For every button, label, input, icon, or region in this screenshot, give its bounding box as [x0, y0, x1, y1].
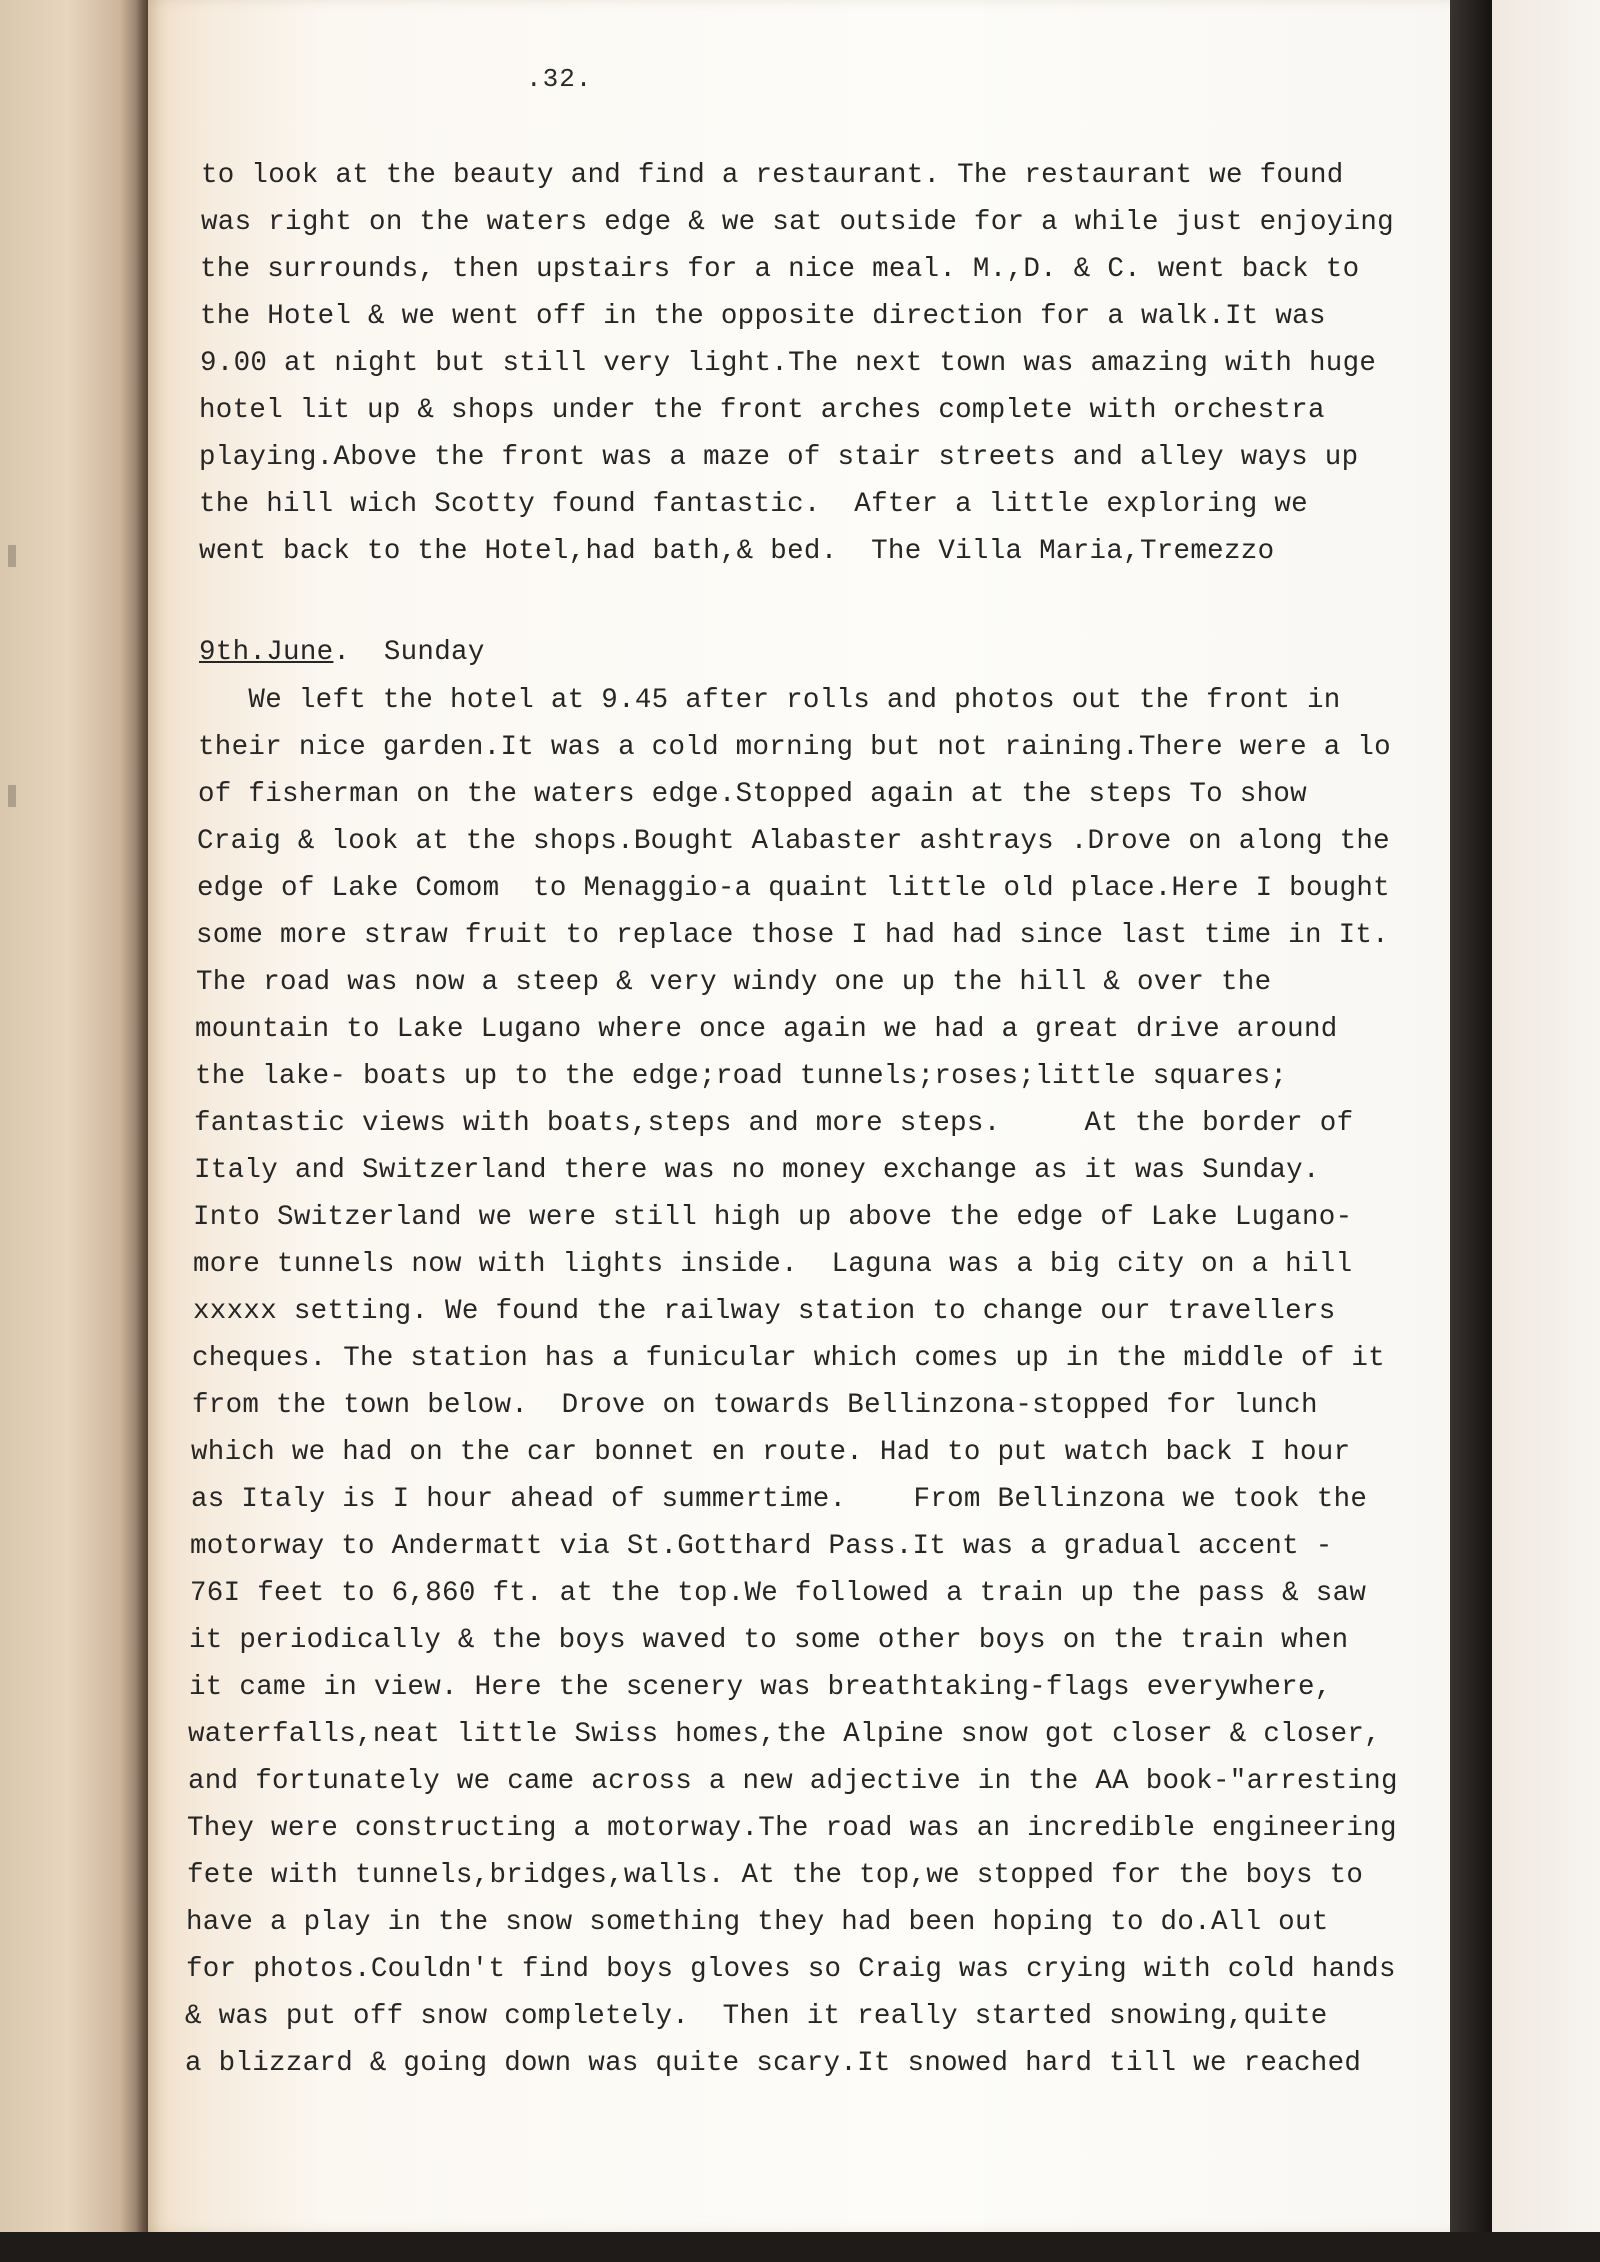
text-line: We left the hotel at 9.45 after rolls and photos out the front in	[198, 685, 1341, 716]
text-line: hotel lit up & shops under the front arches complete with orchestra	[199, 395, 1325, 426]
text-line: edge of Lake Comom to Menaggio-a quaint little old place.Here I bought	[197, 873, 1390, 904]
text-line: for photos.Couldn't find boys gloves so Craig was crying with cold hands	[186, 1954, 1396, 1985]
left-page-edge	[0, 0, 150, 2262]
text-line: it came in view. Here the scenery was breathtaking-flags everywhere,	[189, 1672, 1332, 1703]
text-line: waterfalls,neat little Swiss homes,the Alpine snow got closer & closer,	[188, 1719, 1381, 1750]
entry-day: . Sunday	[333, 637, 485, 668]
text-line: motorway to Andermatt via St.Gotthard Pass.It was a gradual accent -	[190, 1531, 1333, 1562]
text-line: and fortunately we came across a new adjective in the AA book-"arresting	[188, 1766, 1398, 1797]
text-line: cheques. The station has a funicular which comes up in the middle of it	[192, 1343, 1385, 1374]
text-line: went back to the Hotel,had bath,& bed. The Villa Maria,Tremezzo	[199, 536, 1275, 567]
left-page-mark	[8, 785, 16, 807]
text-line: 76I feet to 6,860 ft. at the top.We followed a train up the pass & saw	[190, 1578, 1367, 1609]
entry-heading	[199, 637, 485, 668]
entry-date: 9th.June	[199, 637, 334, 668]
text-line: as Italy is I hour ahead of summertime. From Bellinzona we took the	[191, 1484, 1368, 1515]
text-line: Into Switzerland we were still high up above the edge of Lake Lugano-	[193, 1202, 1353, 1233]
text-line: playing.Above the front was a maze of stair streets and alley ways up	[199, 442, 1359, 473]
scan-background	[1492, 0, 1600, 2262]
text-line: from the town below. Drove on towards Bellinzona-stopped for lunch	[192, 1390, 1318, 1421]
text-line: fantastic views with boats,steps and more steps. At the border of	[194, 1108, 1354, 1139]
book-cover-edge	[1448, 0, 1492, 2262]
text-line: which we had on the car bonnet en route. Had to put watch back I hour	[191, 1437, 1351, 1468]
text-line: it periodically & the boys waved to some other boys on the train when	[189, 1625, 1349, 1656]
text-line: their nice garden.It was a cold morning but not raining.There were a lo	[198, 732, 1391, 763]
text-line: xxxxx setting. We found the railway station to change our travellers	[193, 1296, 1336, 1327]
text-line: They were constructing a motorway.The road was an incredible engineering	[187, 1813, 1397, 1844]
text-line: some more straw fruit to replace those I had had since last time in It.	[196, 920, 1389, 951]
text-line: was right on the waters edge & we sat outside for a while just enjoying	[201, 207, 1394, 238]
text-line: Craig & look at the shops.Bought Alabaster ashtrays .Drove on along the	[197, 826, 1390, 857]
page-number: .32.	[526, 64, 593, 94]
left-page-mark	[8, 545, 16, 567]
text-line: a blizzard & going down was quite scary.It snowed hard till we reached	[185, 2048, 1362, 2079]
text-line: the Hotel & we went off in the opposite direction for a walk.It was	[200, 301, 1326, 332]
text-line: the lake- boats up to the edge;road tunnels;roses;little squares;	[195, 1061, 1288, 1092]
text-line: to look at the beauty and find a restaurant. The restaurant we found	[201, 160, 1344, 191]
text-line: fete with tunnels,bridges,walls. At the top,we stopped for the boys to	[187, 1860, 1364, 1891]
text-line: the hill wich Scotty found fantastic. After a little exploring we	[199, 489, 1308, 520]
text-line: The road was now a steep & very windy one up the hill & over the	[196, 967, 1272, 998]
text-line: mountain to Lake Lugano where once again we had a great drive around	[195, 1014, 1338, 1045]
text-line: have a play in the snow something they had been hoping to do.All out	[186, 1907, 1329, 1938]
text-line: of fisherman on the waters edge.Stopped again at the steps To show	[198, 779, 1307, 810]
scan-bottom-border	[0, 2232, 1600, 2262]
typed-page	[148, 0, 1450, 2232]
text-line: Italy and Switzerland there was no money exchange as it was Sunday.	[194, 1155, 1320, 1186]
text-line: the surrounds, then upstairs for a nice meal. M.,D. & C. went back to	[200, 254, 1360, 285]
text-line: 9.00 at night but still very light.The next town was amazing with huge	[200, 348, 1377, 379]
text-line: more tunnels now with lights inside. Laguna was a big city on a hill	[193, 1249, 1353, 1280]
text-line: & was put off snow completely. Then it really started snowing,quite	[185, 2001, 1328, 2032]
